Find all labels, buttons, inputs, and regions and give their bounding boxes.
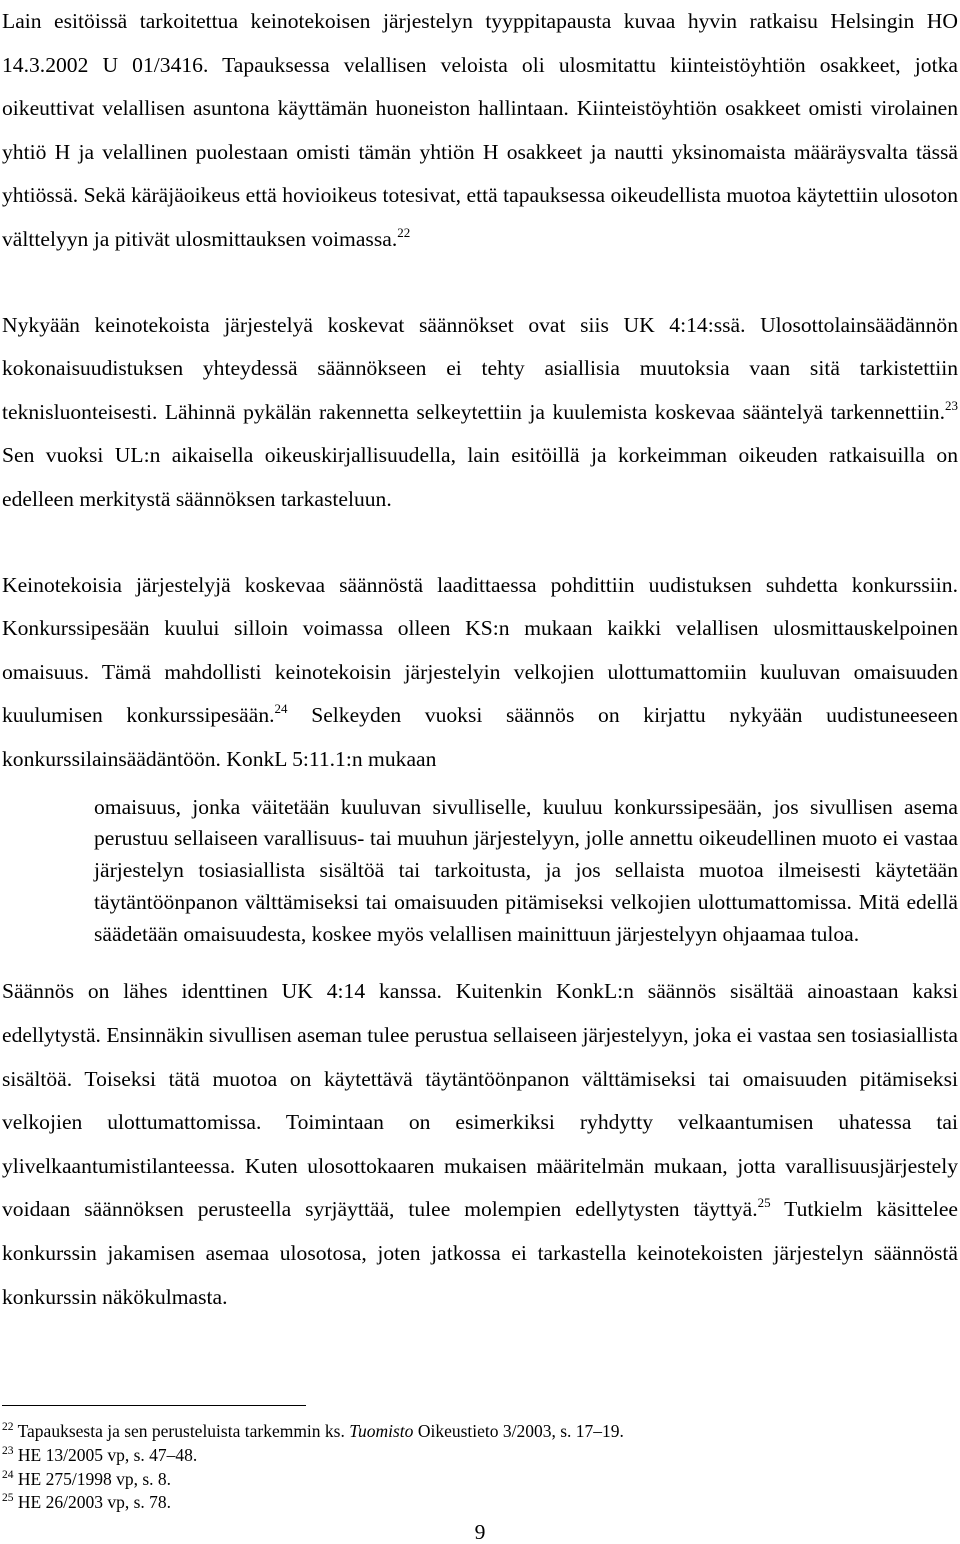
block-quote: omaisuus, jonka väitetään kuuluvan sivulliselle, kuuluu konkurssipesään, jos sivullisen asema perustuu sellaiseen varallisuus- tai muuhun järjestelyyn, jolle annettu oikeudellinen muoto ei vastaa järjestelyn tosiasiallista sisältöä tai tarkoitusta, ja jos sellaista muotoa ilmeisesti käytetään täytäntöönpanon välttämiseksi tai omaisuuden pitämiseksi velkojien ulottumattomissa. Mitä edellä säädetään omaisuudesta, koskee myös velallisen mainittuun järjestelyyn ohjaamaa tuloa. — [94, 794, 958, 946]
paragraph-1 — [2, 0, 958, 262]
paragraph-1-text: Lain esitöissä tarkoitettua keinotekoisen järjestelyn tyyppitapausta kuvaa hyvin ratkaisu Helsingin HO 14.3.2002 U 01/3416. Tapauksessa velallisen veloista oli ulosmitattu kiinteistöyhtiön osakkeet, jotka oikeuttivat velallisen asuntona käyttämän huoneiston hallintaan. Kiinteistöyhtiön osakkeet omisti virolainen yhtiö H ja velallinen puolestaan omisti tämän yhtiön H osakkeet ja nautti yksinomaista määräysvalta tässä yhtiössä. Sekä käräjäoikeus että hovioikeus totesivat, että tapauksessa oikeudellista muotoa käytettiin ulosoton välttelyyn ja pitivät ulosmittauksen voimassa. — [2, 9, 958, 251]
footnote-text: Tapauksesta ja sen perusteluista tarkemmin ks. — [17, 1421, 350, 1441]
footnote-text: HE 26/2003 vp, s. 78. — [17, 1492, 171, 1513]
paragraph-2 — [2, 304, 958, 522]
footnote-number: 25 — [2, 1492, 14, 1505]
paragraph-4-text-b: Tutkielm käsittelee konkurssin jakamisen asemaa ulosotosa, joten jatkossa ei tarkastella keinotekoisten järjestelyn säännöstä konkurssin näkökulmasta. — [2, 1197, 958, 1309]
page-number: 9 — [474, 1520, 486, 1544]
paragraph-4-text-a: Säännös on lähes identtinen UK 4:14 kanssa. Kuitenkin KonkL:n säännös sisältää ainoastaan kaksi edellytystä. Ensinnäkin sivullisen aseman tulee perustua sellaiseen järjestelyyn, joka ei vastaa sen tosiasiallista sisältöä. Toiseksi tätä muotoa on käytettävä täytäntöönpanon välttämiseksi tai omaisuuden pitämiseksi velkojien ulottumattomissa. Toimintaan on esimerkiksi ryhdytty velkaantumisen uhatessa tai ylivelkaantumistilanteessa. Kuten ulosottokaaren mukaisen määritelmän mukaan, jotta varallisuusjärjestely voidaan säännöksen perusteella syrjäyttää, tulee molempien edellytysten täyttyä. — [2, 979, 958, 1222]
paragraph-3-text-a: Keinotekoisia järjestelyjä koskevaa säännöstä laadittaessa pohdittiin uudistuksen suhdetta konkurssiin. Konkurssipesään kuului silloin voimassa olleen KS:n mukaan kaikki velallisen ulosmittauskelpoinen omaisuus. Tämä mahdollisti keinotekoisin järjestelyin velkojien ulottumattomiin kuuluvan omaisuuden kuulumisen konkurssipesään. — [2, 572, 958, 728]
footnote-24 — [2, 1468, 952, 1492]
footnote-ref-22[interactable]: 22 — [397, 224, 411, 240]
footnotes — [2, 1420, 952, 1515]
footnote-ref-25[interactable]: 25 — [757, 1195, 771, 1211]
footnote-ref-23[interactable]: 23 — [945, 397, 958, 413]
footnote-25 — [2, 1491, 952, 1515]
footnote-number: 22 — [2, 1421, 14, 1433]
paragraph-3-text-b: Selkeyden vuoksi säännös on kirjattu nykyään uudistuneeseen konkurssilainsäädäntöön. KonkL 5:11.1:n mukaan — [2, 703, 959, 771]
footnote-22 — [2, 1420, 952, 1444]
paragraph-2-text-a: Nykyään keinotekoista järjestelyä koskevat säännökset ovat siis UK 4:14:ssä. Ulosottolainsäädännön kokonaisuudistuksen yhteydessä säännökseen ei tehty asiallisia muutoksia vaan sitä tarkistettiin teknisluonteisesti. Lähinnä pykälän rakennetta selkeytettiin ja kuulemista koskevaa sääntelyä tarkennettiin. — [2, 312, 958, 424]
footnote-ref-24[interactable]: 24 — [274, 701, 288, 717]
footnote-number: 23 — [2, 1444, 14, 1457]
footnote-23 — [2, 1444, 952, 1468]
paragraph-3 — [2, 564, 958, 782]
footnote-author: Tuomisto — [349, 1421, 414, 1441]
footnote-separator — [2, 1405, 306, 1406]
paragraph-4 — [2, 970, 958, 1319]
footnote-text: HE 275/1998 vp, s. 8. — [17, 1468, 171, 1489]
footnote-text-end: Oikeustieto 3/2003, s. 17–19. — [413, 1421, 624, 1441]
footnote-number: 24 — [2, 1468, 14, 1481]
footnote-text: HE 13/2005 vp, s. 47–48. — [17, 1444, 198, 1465]
paragraph-2-text-b: Sen vuoksi UL:n aikaisella oikeuskirjallisuudella, lain esitöillä ja korkeimman oikeuden ratkaisuilla on edelleen merkitystä säännöksen tarkasteluun. — [2, 443, 958, 511]
